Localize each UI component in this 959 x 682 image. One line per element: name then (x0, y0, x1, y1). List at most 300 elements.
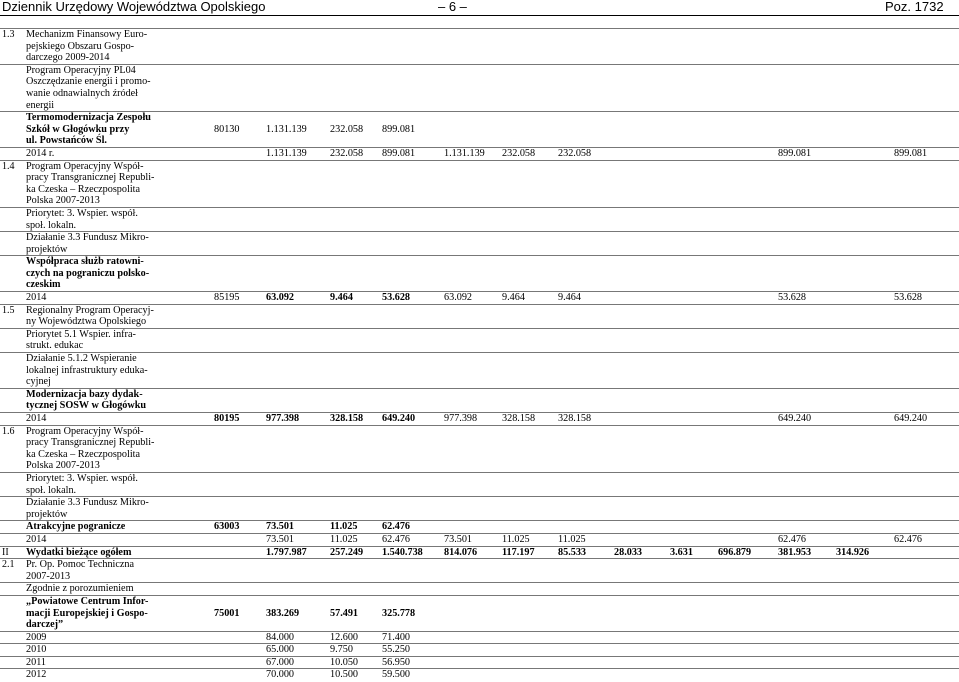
value-cell (500, 112, 556, 148)
description-line: czych na pograniczu polsko- (26, 267, 150, 279)
value-cell: 899.081 (776, 147, 834, 160)
value-cell (776, 656, 834, 669)
table-row (0, 595, 959, 631)
value-cell: 814.076 (442, 546, 500, 559)
value-cell (668, 521, 716, 534)
value-cell (776, 644, 834, 657)
row-number (0, 656, 24, 669)
value-cell (212, 64, 264, 111)
description-line: Priorytet: 3. Wspier. współ. (26, 207, 138, 219)
value-cell (776, 207, 834, 231)
table-row (0, 388, 959, 412)
description-line: Program Operacyjny Współ- (26, 425, 144, 437)
description-line: darczego 2009-2014 (26, 52, 110, 64)
value-cell (212, 425, 264, 472)
value-cell (500, 207, 556, 231)
value-cell (892, 388, 959, 412)
value-cell: 9.464 (556, 292, 612, 305)
description-line: 2012 (26, 669, 47, 681)
value-cell (212, 583, 264, 596)
value-cell (212, 656, 264, 669)
value-cell (328, 64, 380, 111)
row-number: 2.1 (0, 559, 24, 583)
table-row (0, 631, 959, 644)
value-cell (380, 328, 442, 352)
value-cell (892, 559, 959, 583)
value-cell (716, 147, 776, 160)
row-description (24, 353, 212, 389)
table-row (0, 304, 959, 328)
value-cell (834, 147, 892, 160)
value-cell (892, 583, 959, 596)
description-line: Współpraca służb ratowni- (26, 256, 144, 268)
value-cell (892, 232, 959, 256)
value-cell (612, 232, 668, 256)
value-cell: 75001 (212, 595, 264, 631)
value-cell (612, 207, 668, 231)
value-cell (380, 64, 442, 111)
table-row (0, 669, 959, 681)
value-cell (212, 631, 264, 644)
value-cell (612, 388, 668, 412)
value-cell (668, 559, 716, 583)
value-cell (892, 353, 959, 389)
description-line: czeskim (26, 279, 61, 291)
description-line: Zgodnie z porozumieniem (26, 583, 134, 595)
value-cell (328, 497, 380, 521)
value-cell: 9.464 (328, 292, 380, 305)
value-cell (442, 29, 500, 65)
value-cell (500, 644, 556, 657)
row-description (24, 64, 212, 111)
row-description (24, 292, 212, 305)
value-cell: 62.476 (380, 533, 442, 546)
value-cell (500, 160, 556, 207)
value-cell: 232.058 (328, 147, 380, 160)
row-number (0, 521, 24, 534)
value-cell (668, 256, 716, 292)
value-cell (500, 631, 556, 644)
value-cell: 12.600 (328, 631, 380, 644)
value-cell (716, 388, 776, 412)
value-cell (556, 388, 612, 412)
value-cell: 62.476 (776, 533, 834, 546)
value-cell (556, 656, 612, 669)
value-cell (892, 256, 959, 292)
description-line: Termomodernizacja Zespołu (26, 112, 151, 124)
value-cell (668, 160, 716, 207)
value-cell (612, 472, 668, 496)
value-cell (834, 353, 892, 389)
value-cell (556, 328, 612, 352)
table-row (0, 656, 959, 669)
row-number (0, 631, 24, 644)
value-cell (380, 304, 442, 328)
value-cell: 67.000 (264, 656, 328, 669)
value-cell (556, 304, 612, 328)
value-cell (612, 631, 668, 644)
value-cell (212, 497, 264, 521)
description-line: Modernizacja bazy dydak- (26, 388, 143, 400)
value-cell (612, 160, 668, 207)
description-line: Atrakcyjne pogranicze (26, 521, 126, 533)
value-cell (716, 328, 776, 352)
journal-title: Dziennik Urzędowy Województwa Opolskiego (2, 0, 266, 14)
value-cell: 63003 (212, 521, 264, 534)
value-cell (442, 583, 500, 596)
value-cell (776, 256, 834, 292)
value-cell: 232.058 (500, 147, 556, 160)
table-row (0, 521, 959, 534)
value-cell (328, 304, 380, 328)
value-cell (264, 388, 328, 412)
value-cell (212, 304, 264, 328)
value-cell: 328.158 (328, 413, 380, 426)
row-number (0, 669, 24, 681)
value-cell (264, 353, 328, 389)
value-cell: 257.249 (328, 546, 380, 559)
value-cell (668, 656, 716, 669)
value-cell: 3.631 (668, 546, 716, 559)
value-cell (612, 147, 668, 160)
description-line: 2011 (26, 656, 46, 668)
value-cell (834, 292, 892, 305)
value-cell (264, 583, 328, 596)
description-line: macji Europejskiej i Gospo- (26, 607, 148, 619)
row-number: 1.6 (0, 425, 24, 472)
table-row (0, 160, 959, 207)
description-line: 2014 (26, 533, 47, 545)
value-cell (612, 559, 668, 583)
value-cell (442, 425, 500, 472)
value-cell (556, 583, 612, 596)
value-cell (264, 29, 328, 65)
value-cell: 70.000 (264, 669, 328, 681)
row-number (0, 595, 24, 631)
value-cell (776, 232, 834, 256)
value-cell: 1.540.738 (380, 546, 442, 559)
description-line: Szkół w Głogówku przy (26, 123, 130, 135)
value-cell (668, 644, 716, 657)
value-cell (556, 112, 612, 148)
row-description (24, 388, 212, 412)
table-row (0, 328, 959, 352)
row-description (24, 160, 212, 207)
row-description (24, 256, 212, 292)
page-header (0, 0, 959, 14)
value-cell (212, 353, 264, 389)
value-cell (668, 533, 716, 546)
value-cell (776, 353, 834, 389)
value-cell: 53.628 (892, 292, 959, 305)
value-cell (668, 595, 716, 631)
value-cell (668, 64, 716, 111)
value-cell (612, 497, 668, 521)
value-cell (716, 256, 776, 292)
value-cell (668, 388, 716, 412)
value-cell (556, 497, 612, 521)
value-cell (328, 425, 380, 472)
description-line: ul. Powstańców Śl. (26, 135, 107, 147)
value-cell (500, 232, 556, 256)
value-cell (776, 631, 834, 644)
value-cell: 1.131.139 (442, 147, 500, 160)
value-cell (212, 160, 264, 207)
description-line: pracy Transgranicznej Republi- (26, 437, 155, 449)
value-cell (668, 292, 716, 305)
row-number (0, 497, 24, 521)
row-number (0, 533, 24, 546)
value-cell: 28.033 (612, 546, 668, 559)
value-cell: 57.491 (328, 595, 380, 631)
value-cell (716, 533, 776, 546)
row-description (24, 29, 212, 65)
row-description (24, 583, 212, 596)
value-cell (776, 29, 834, 65)
value-cell (556, 232, 612, 256)
value-cell: 11.025 (328, 533, 380, 546)
row-number: 1.3 (0, 29, 24, 65)
value-cell (892, 160, 959, 207)
value-cell (834, 631, 892, 644)
description-line: Regionalny Program Operacyj- (26, 304, 154, 316)
value-cell (212, 388, 264, 412)
value-cell (776, 595, 834, 631)
table-row (0, 29, 959, 65)
value-cell (264, 232, 328, 256)
value-cell (380, 232, 442, 256)
value-cell (668, 353, 716, 389)
value-cell (556, 559, 612, 583)
value-cell (834, 64, 892, 111)
row-number (0, 112, 24, 148)
table-row (0, 425, 959, 472)
row-description (24, 669, 212, 681)
value-cell (716, 559, 776, 583)
row-number (0, 328, 24, 352)
value-cell (264, 64, 328, 111)
description-line: 2009 (26, 631, 47, 643)
value-cell (212, 533, 264, 546)
row-number (0, 644, 24, 657)
value-cell (556, 353, 612, 389)
value-cell (668, 147, 716, 160)
value-cell (834, 232, 892, 256)
value-cell (668, 232, 716, 256)
value-cell (328, 353, 380, 389)
value-cell (442, 304, 500, 328)
value-cell: 899.081 (892, 147, 959, 160)
value-cell (716, 353, 776, 389)
description-line: Mechanizm Finansowy Euro- (26, 29, 148, 40)
value-cell (556, 207, 612, 231)
value-cell (442, 656, 500, 669)
value-cell (212, 546, 264, 559)
value-cell (556, 521, 612, 534)
value-cell (668, 425, 716, 472)
row-description (24, 304, 212, 328)
description-line: społ. lokaln. (26, 219, 77, 231)
value-cell (612, 328, 668, 352)
value-cell (776, 304, 834, 328)
value-cell (442, 232, 500, 256)
value-cell (892, 304, 959, 328)
value-cell (212, 232, 264, 256)
table-row (0, 292, 959, 305)
table-row (0, 644, 959, 657)
value-cell (556, 644, 612, 657)
value-cell (442, 112, 500, 148)
description-line: pracy Transgranicznej Republi- (26, 172, 155, 184)
value-cell (264, 328, 328, 352)
row-number (0, 583, 24, 596)
value-cell (834, 644, 892, 657)
value-cell (834, 583, 892, 596)
value-cell (834, 388, 892, 412)
value-cell (612, 304, 668, 328)
value-cell (716, 292, 776, 305)
value-cell (612, 521, 668, 534)
value-cell (892, 29, 959, 65)
value-cell (668, 631, 716, 644)
value-cell (834, 533, 892, 546)
value-cell (328, 328, 380, 352)
value-cell: 11.025 (328, 521, 380, 534)
value-cell (264, 160, 328, 207)
value-cell (212, 644, 264, 657)
description-line: ny Województwa Opolskiego (26, 316, 147, 328)
value-cell (668, 497, 716, 521)
value-cell: 10.500 (328, 669, 380, 681)
value-cell (380, 497, 442, 521)
value-cell (328, 207, 380, 231)
value-cell (500, 425, 556, 472)
row-description (24, 472, 212, 496)
row-number (0, 207, 24, 231)
value-cell (776, 425, 834, 472)
row-description (24, 207, 212, 231)
row-description (24, 521, 212, 534)
value-cell: 381.953 (776, 546, 834, 559)
row-description (24, 533, 212, 546)
table-row (0, 559, 959, 583)
value-cell (442, 595, 500, 631)
value-cell (892, 472, 959, 496)
value-cell (834, 472, 892, 496)
value-cell: 1.131.139 (264, 112, 328, 148)
value-cell (834, 256, 892, 292)
value-cell (556, 595, 612, 631)
value-cell (556, 669, 612, 681)
value-cell: 117.197 (500, 546, 556, 559)
row-number (0, 388, 24, 412)
value-cell (328, 29, 380, 65)
description-line: Program Operacyjny PL04 (26, 64, 136, 76)
table-row (0, 533, 959, 546)
value-cell: 649.240 (380, 413, 442, 426)
value-cell (776, 559, 834, 583)
value-cell (716, 669, 776, 681)
value-cell (716, 425, 776, 472)
value-cell (500, 64, 556, 111)
value-cell (556, 425, 612, 472)
value-cell: 56.950 (380, 656, 442, 669)
value-cell (212, 559, 264, 583)
value-cell (442, 160, 500, 207)
value-cell (776, 388, 834, 412)
value-cell (612, 112, 668, 148)
description-line: energii (26, 99, 55, 111)
value-cell: 63.092 (442, 292, 500, 305)
value-cell (716, 497, 776, 521)
description-line: Priorytet 5.1 Wspier. infra- (26, 328, 136, 340)
value-cell (612, 353, 668, 389)
value-cell (612, 256, 668, 292)
row-number: 1.5 (0, 304, 24, 328)
value-cell (716, 595, 776, 631)
value-cell (716, 644, 776, 657)
value-cell: 62.476 (380, 521, 442, 534)
value-cell (892, 425, 959, 472)
value-cell (264, 304, 328, 328)
value-cell (776, 472, 834, 496)
table-row (0, 112, 959, 148)
row-description (24, 595, 212, 631)
value-cell (834, 207, 892, 231)
value-cell (264, 559, 328, 583)
table-row (0, 256, 959, 292)
value-cell (716, 631, 776, 644)
value-cell (556, 256, 612, 292)
value-cell (716, 160, 776, 207)
value-cell (500, 472, 556, 496)
description-line: 2007-2013 (26, 570, 71, 582)
value-cell (834, 160, 892, 207)
value-cell (716, 304, 776, 328)
value-cell (500, 595, 556, 631)
value-cell (380, 388, 442, 412)
value-cell (716, 29, 776, 65)
row-number (0, 147, 24, 160)
value-cell: 73.501 (442, 533, 500, 546)
value-cell: 84.000 (264, 631, 328, 644)
value-cell (668, 29, 716, 65)
value-cell (380, 29, 442, 65)
value-cell (892, 64, 959, 111)
value-cell (776, 669, 834, 681)
table-row (0, 353, 959, 389)
value-cell (442, 64, 500, 111)
value-cell (776, 583, 834, 596)
value-cell (380, 425, 442, 472)
row-number: II (0, 546, 24, 559)
description-line: Działanie 3.3 Fundusz Mikro- (26, 232, 149, 244)
description-line: projektów (26, 508, 68, 520)
value-cell: 9.750 (328, 644, 380, 657)
value-cell (500, 497, 556, 521)
value-cell (612, 583, 668, 596)
value-cell (834, 669, 892, 681)
value-cell: 383.269 (264, 595, 328, 631)
description-line: strukt. edukac (26, 340, 84, 352)
value-cell (834, 521, 892, 534)
table-row (0, 147, 959, 160)
description-line: projektów (26, 243, 68, 255)
description-line: darczej” (26, 619, 64, 631)
value-cell (892, 497, 959, 521)
value-cell: 85.533 (556, 546, 612, 559)
value-cell (612, 413, 668, 426)
